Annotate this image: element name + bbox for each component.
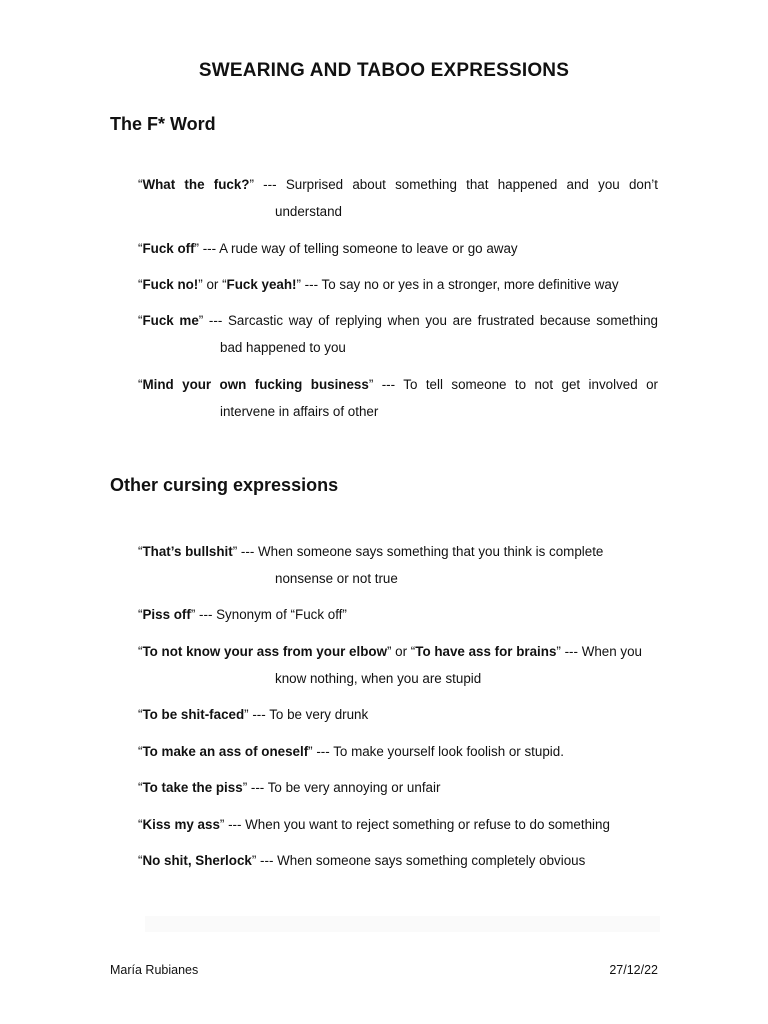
section-heading-f-word: The F* Word bbox=[110, 114, 216, 134]
definition: To say no or yes in a stronger, more definitive way bbox=[321, 277, 619, 292]
definition: When someone says something that you think is complete bbox=[258, 544, 604, 559]
definition-continued: bad happened to you bbox=[220, 340, 346, 355]
definition: To tell someone to not get involved or bbox=[403, 377, 658, 392]
definition: To make yourself look foolish or stupid. bbox=[333, 744, 564, 759]
definition: Surprised about something that happened and you don’t bbox=[285, 177, 658, 192]
expression-alt: Fuck yeah! bbox=[226, 277, 297, 292]
list-item: “Kiss my ass” --- When you want to reject something or refuse to do something bbox=[138, 817, 610, 832]
definition: A rude way of telling someone to leave or go away bbox=[219, 241, 518, 256]
expression: Kiss my ass bbox=[142, 817, 220, 832]
definition: Sarcastic way of replying when you are frustrated because something bbox=[227, 313, 659, 328]
expression: Mind your own fucking business bbox=[142, 377, 369, 392]
list-item: “To not know your ass from your elbow” or “To have ass for brains” --- When you know nothing, when you are stupid bbox=[138, 638, 658, 692]
list-item: “Fuck no!” or “Fuck yeah!” --- To say no or yes in a stronger, more definitive way bbox=[138, 277, 619, 292]
list-item: “Piss off” --- Synonym of “Fuck off” bbox=[138, 607, 347, 622]
footer-author: María Rubianes bbox=[110, 963, 199, 977]
expression: What the fuck? bbox=[142, 177, 250, 192]
section-heading-other-cursing: Other cursing expressions bbox=[110, 475, 339, 495]
list-item: “To be shit-faced” --- To be very drunk bbox=[138, 707, 369, 722]
expression: To take the piss bbox=[142, 780, 243, 795]
expression: No shit, Sherlock bbox=[142, 853, 252, 868]
list-item: “That’s bullshit” --- When someone says something that you think is complete nonsense or not true bbox=[138, 538, 658, 592]
expression-alt: To have ass for brains bbox=[415, 644, 557, 659]
expression: Fuck me bbox=[142, 313, 199, 328]
expression: To not know your ass from your elbow bbox=[142, 644, 387, 659]
list-item: “Fuck me” --- Sarcastic way of replying when you are frustrated because something bad happened to you bbox=[138, 307, 658, 361]
definition: To be very annoying or unfair bbox=[267, 780, 441, 795]
definition-continued: nonsense or not true bbox=[275, 571, 398, 586]
definition-continued: know nothing, when you are stupid bbox=[275, 671, 482, 686]
expression: To make an ass of oneself bbox=[142, 744, 309, 759]
expression: Fuck off bbox=[142, 241, 195, 256]
definition: When you want to reject something or refuse to do something bbox=[245, 817, 610, 832]
list-item: “No shit, Sherlock” --- When someone says something completely obvious bbox=[138, 853, 586, 868]
definition: When you bbox=[581, 644, 642, 659]
list-item: “Mind your own fucking business” --- To tell someone to not get involved or intervene in affairs of other bbox=[138, 371, 658, 425]
expression: That’s bullshit bbox=[142, 544, 233, 559]
list-item: “What the fuck?” --- Surprised about something that happened and you don’t understand bbox=[138, 171, 658, 225]
expression: To be shit-faced bbox=[142, 707, 245, 722]
document-title: SWEARING AND TABOO EXPRESSIONS bbox=[198, 60, 570, 81]
expression: Piss off bbox=[142, 607, 191, 622]
list-item: “Fuck off” --- A rude way of telling someone to leave or go away bbox=[138, 241, 518, 256]
footer-divider-strip bbox=[145, 916, 660, 932]
definition: Synonym of “Fuck off” bbox=[216, 607, 347, 622]
definition-continued: intervene in affairs of other bbox=[220, 404, 379, 419]
definition: To be very drunk bbox=[269, 707, 369, 722]
list-item: “To make an ass of oneself” --- To make yourself look foolish or stupid. bbox=[138, 744, 564, 759]
definition-continued: understand bbox=[275, 204, 343, 219]
list-item: “To take the piss” --- To be very annoying or unfair bbox=[138, 780, 441, 795]
definition: When someone says something completely obvious bbox=[277, 853, 586, 868]
footer-date: 27/12/22 bbox=[609, 963, 658, 977]
expression: Fuck no! bbox=[142, 277, 199, 292]
